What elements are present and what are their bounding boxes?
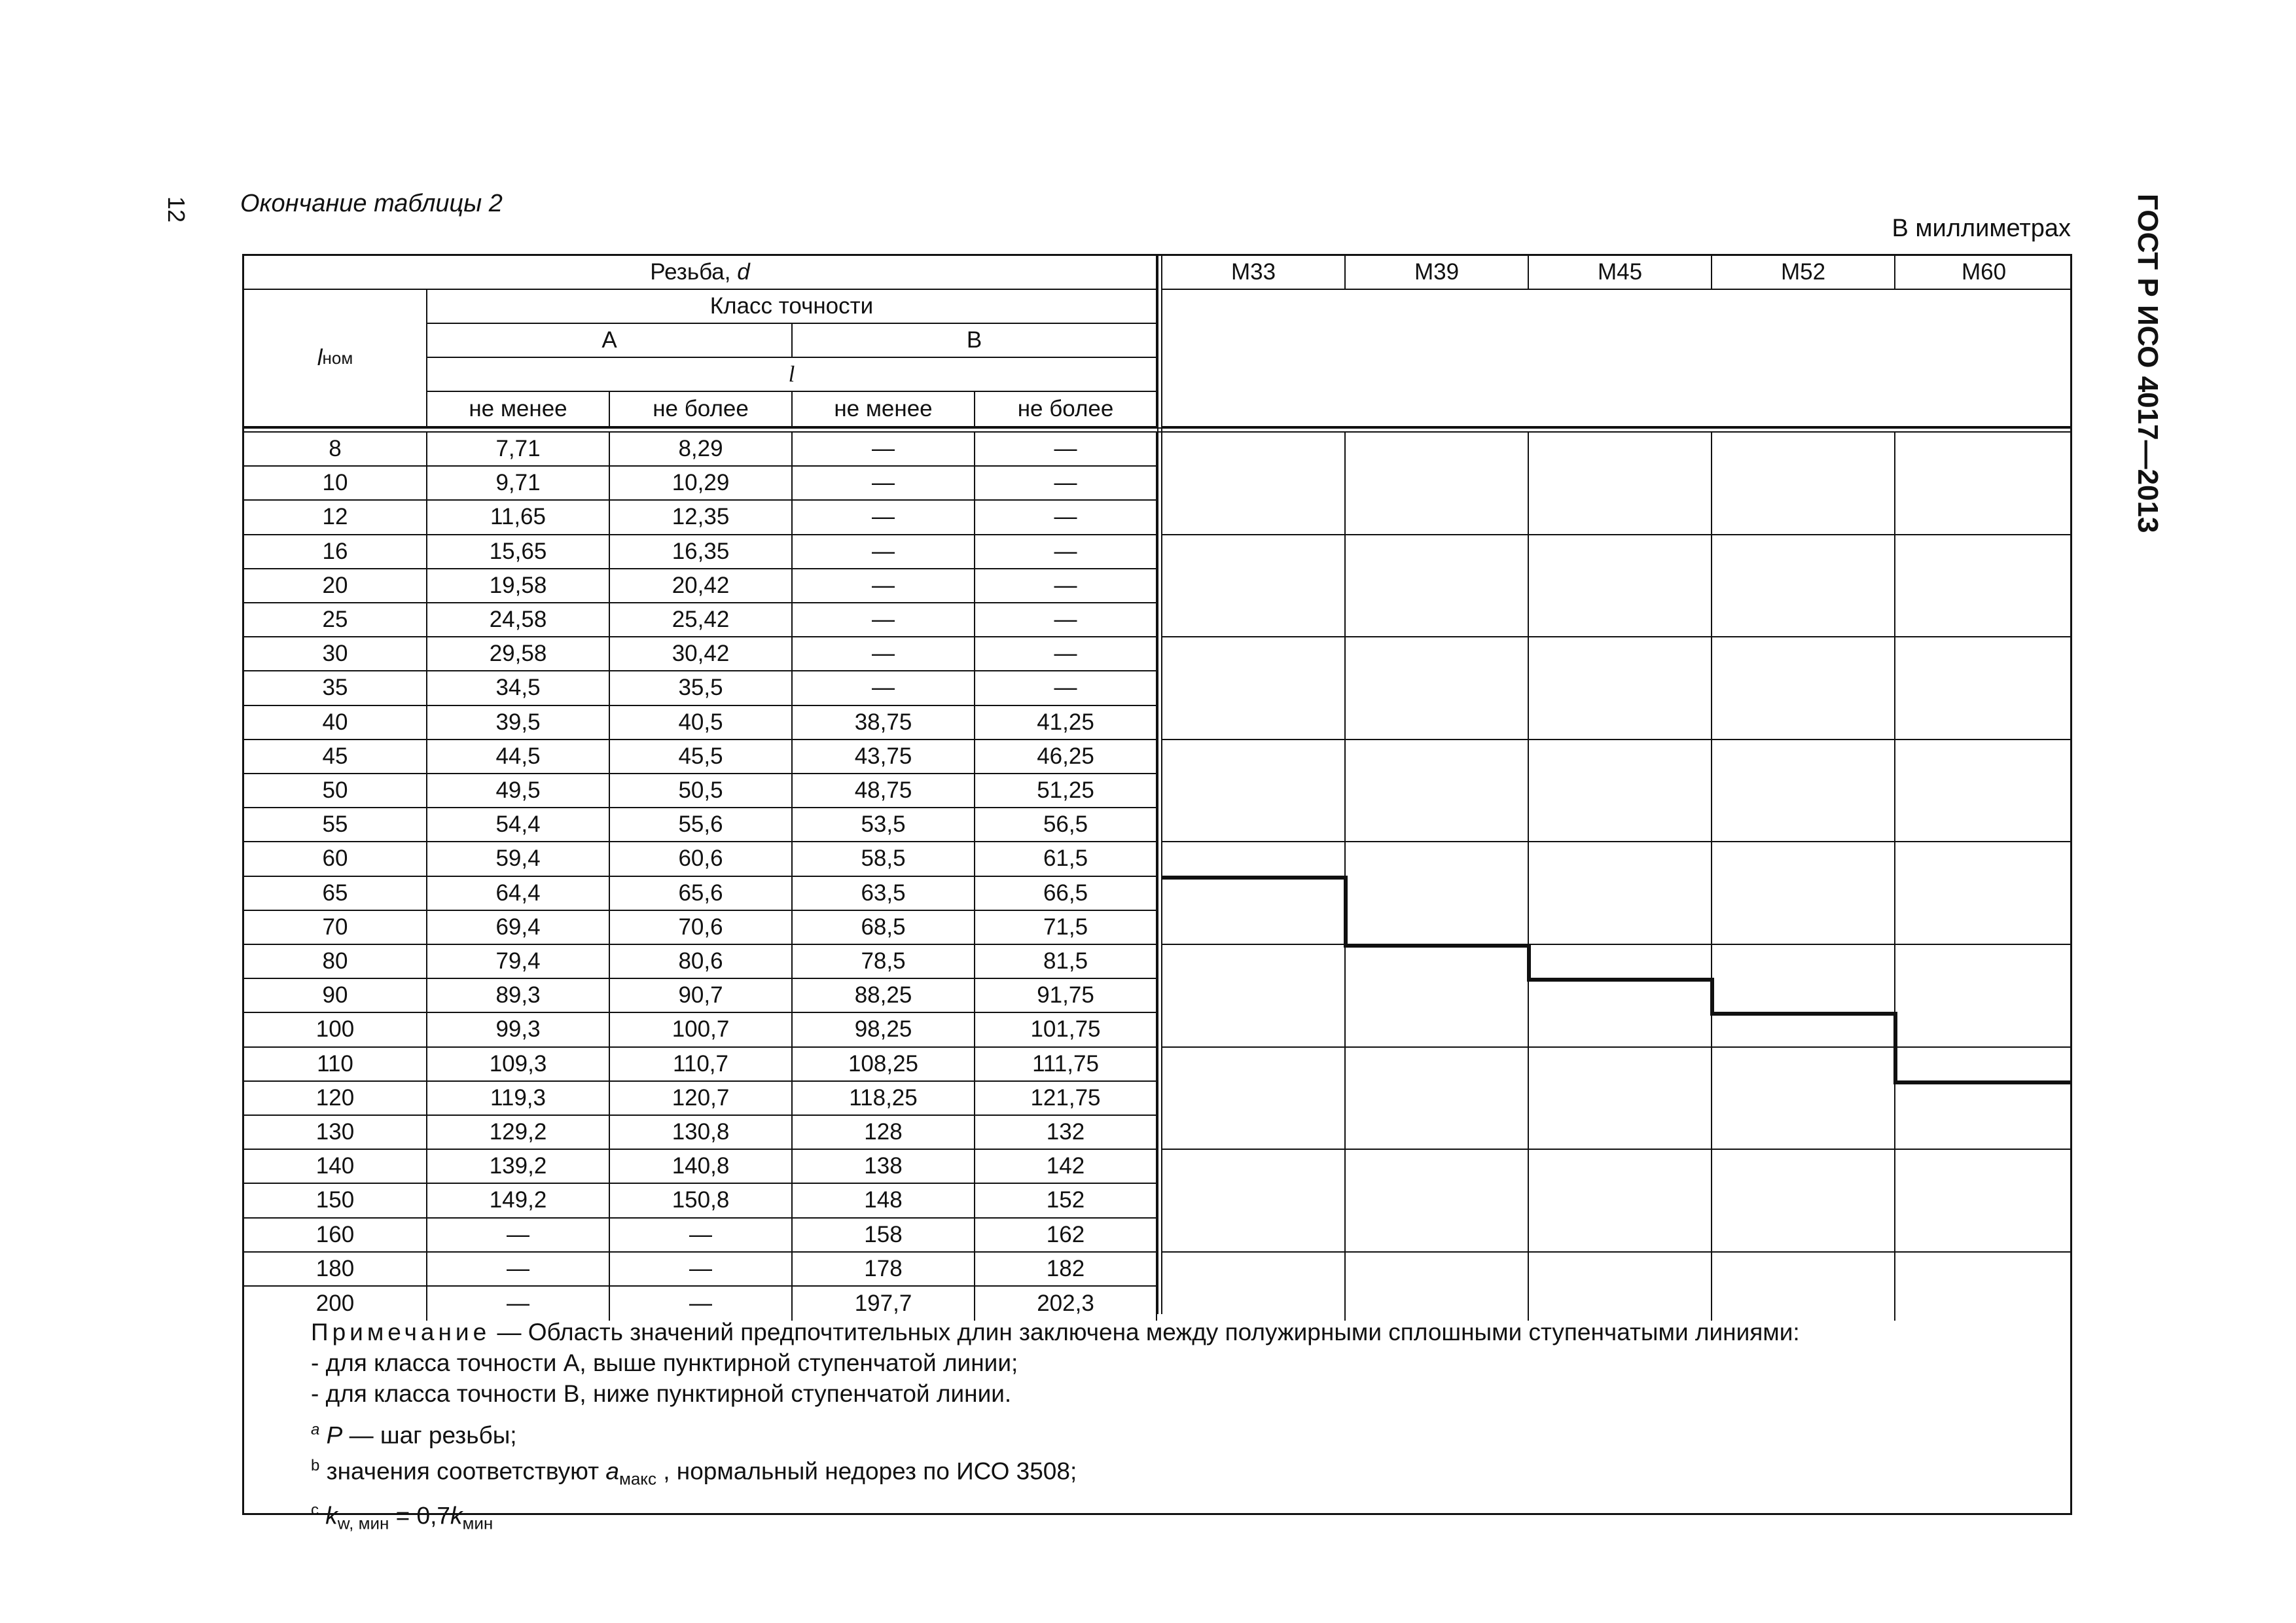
table-cell-a-min: 109,3 (427, 1048, 610, 1082)
table-cell-b-min: 63,5 (793, 877, 975, 911)
table-cell-b-min: 78,5 (793, 945, 975, 979)
size-grid-cell (1895, 637, 2072, 740)
size-grid-cell (1162, 1253, 1346, 1321)
table-cell-a-min: 89,3 (427, 979, 610, 1013)
size-grid-cell (1529, 842, 1712, 945)
table-cell-a-max: 90,7 (610, 979, 793, 1013)
table-cell-b-min: 138 (793, 1150, 975, 1184)
size-grid-cell (1712, 637, 1895, 740)
table-cell-l-nom: 65 (244, 877, 427, 911)
size-grid-cell (1529, 433, 1712, 535)
size-grid-cell (1895, 1253, 2072, 1321)
table-cell-a-min: 139,2 (427, 1150, 610, 1184)
size-grid-cell (1529, 535, 1712, 638)
table-cell-a-max: — (610, 1287, 793, 1321)
table-cell-a-max: 130,8 (610, 1116, 793, 1150)
size-grid-cell (1712, 433, 1895, 535)
table-cell-l-nom: 25 (244, 603, 427, 637)
table-cell-a-max: 25,42 (610, 603, 793, 637)
table-cell-a-max: 35,5 (610, 671, 793, 705)
note-line-1: - для класса точности А, выше пунктирной ступенчатой линии; (311, 1349, 1018, 1376)
table-cell-a-max: 8,29 (610, 433, 793, 467)
size-m39: M39 (1346, 256, 1529, 290)
size-grid-cell (1529, 1048, 1712, 1150)
table-cell-b-max: — (975, 637, 1157, 671)
table-cell-b-min: — (793, 569, 975, 603)
table-cell-b-min: — (793, 671, 975, 705)
table-cell-a-min: — (427, 1219, 610, 1253)
size-grid-cell (1895, 535, 2072, 638)
step-line-segment (1710, 1012, 1895, 1016)
table-cell-l-nom: 8 (244, 433, 427, 467)
table-cell-b-min: — (793, 501, 975, 535)
size-grid-cell (1346, 637, 1529, 740)
table-cell-b-max: 41,25 (975, 706, 1157, 740)
max-a-header: не более (610, 392, 793, 427)
table-cell-b-max: 71,5 (975, 911, 1157, 945)
min-a-header: не менее (427, 392, 610, 427)
sizes-header-empty (1162, 290, 2072, 427)
table-cell-b-max: 111,75 (975, 1048, 1157, 1082)
size-grid-cell (1346, 945, 1529, 1048)
l-nom-sub: ном (322, 348, 353, 368)
table-cell-b-max: — (975, 535, 1157, 569)
size-grid-cell (1529, 945, 1712, 1048)
l-header (427, 358, 1157, 392)
footnote-c-mid: = 0,7 (389, 1502, 450, 1529)
table-cell-b-min: 38,75 (793, 706, 975, 740)
size-grid-cell (1162, 1048, 1346, 1150)
size-m60: M60 (1895, 256, 2072, 290)
size-grid-cell (1895, 1048, 2072, 1150)
table-cell-b-min: 178 (793, 1253, 975, 1287)
size-grid-cell (1346, 842, 1529, 945)
table-cell-a-max: 20,42 (610, 569, 793, 603)
table-cell-l-nom: 16 (244, 535, 427, 569)
table-cell-a-min: 19,58 (427, 569, 610, 603)
size-grid-cell (1162, 1150, 1346, 1253)
table-cell-l-nom: 120 (244, 1082, 427, 1116)
table-cell-a-max: 140,8 (610, 1150, 793, 1184)
footnote-b (311, 1450, 1800, 1495)
footnote-c-var1: k (325, 1502, 338, 1529)
table-cell-b-max: 162 (975, 1219, 1157, 1253)
footnote-b-sub: макс (619, 1469, 656, 1489)
size-grid-cell (1895, 842, 2072, 945)
table-cell-b-max: 51,25 (975, 774, 1157, 808)
table-cell-l-nom: 45 (244, 740, 427, 774)
table-cell-b-min: 158 (793, 1219, 975, 1253)
size-grid-cell (1162, 842, 1346, 945)
table-cell-l-nom: 50 (244, 774, 427, 808)
table-cell-a-min: 49,5 (427, 774, 610, 808)
table-cell-b-min: — (793, 467, 975, 501)
table-cell-b-min: — (793, 433, 975, 467)
table-cell-l-nom: 150 (244, 1184, 427, 1218)
table-cell-a-min: 119,3 (427, 1082, 610, 1116)
footnote-b-text2: , нормальный недорез по ИСО 3508; (656, 1457, 1077, 1485)
table-cell-b-min: 58,5 (793, 842, 975, 876)
table-cell-b-min: 128 (793, 1116, 975, 1150)
table-cell-b-max: 182 (975, 1253, 1157, 1287)
size-grid-cell (1346, 1253, 1529, 1321)
table-cell-b-max: 142 (975, 1150, 1157, 1184)
table-cell-a-max: 80,6 (610, 945, 793, 979)
table-cell-a-min: 34,5 (427, 671, 610, 705)
table-cell-l-nom: 30 (244, 637, 427, 671)
size-m52: M52 (1712, 256, 1895, 290)
table-cell-a-max: 40,5 (610, 706, 793, 740)
footnote-a (311, 1414, 1800, 1450)
table-cell-l-nom: 90 (244, 979, 427, 1013)
table-cell-a-min: 29,58 (427, 637, 610, 671)
table-cell-b-min: 43,75 (793, 740, 975, 774)
size-grid-cell (1346, 535, 1529, 638)
table-cell-a-min: 54,4 (427, 808, 610, 842)
standard-code: ГОСТ Р ИСО 4017—2013 (2132, 194, 2164, 533)
table-cell-l-nom: 140 (244, 1150, 427, 1184)
table-cell-b-max: 152 (975, 1184, 1157, 1218)
table-caption: Окончание таблицы 2 (240, 190, 503, 217)
table-cell-b-min: — (793, 637, 975, 671)
table-cell-a-max: 65,6 (610, 877, 793, 911)
size-grid-cell (1712, 1150, 1895, 1253)
min-b-header: не менее (793, 392, 975, 427)
table-cell-b-max: — (975, 433, 1157, 467)
footnote-c-sub1: w, мин (337, 1513, 389, 1533)
size-grid-cell (1162, 945, 1346, 1048)
table-cell-a-max: 12,35 (610, 501, 793, 535)
class-b-header: В (793, 324, 1157, 358)
table-cell-a-min: 64,4 (427, 877, 610, 911)
table-cell-b-min: 88,25 (793, 979, 975, 1013)
table-cell-l-nom: 10 (244, 467, 427, 501)
note-main (311, 1317, 1800, 1347)
size-grid-cell (1712, 842, 1895, 945)
size-grid-cell (1346, 1150, 1529, 1253)
table-cell-b-min: 53,5 (793, 808, 975, 842)
table-cell-a-min: 59,4 (427, 842, 610, 876)
table-cell-b-max: 91,75 (975, 979, 1157, 1013)
step-line-segment (1527, 978, 1712, 982)
table-cell-a-min: — (427, 1287, 610, 1321)
table-cell-b-max: 121,75 (975, 1082, 1157, 1116)
size-grid-cell (1162, 637, 1346, 740)
size-grid-cell (1895, 945, 2072, 1048)
l-nom-header (244, 290, 427, 427)
table-cell-l-nom: 110 (244, 1048, 427, 1082)
table-cell-b-max: 81,5 (975, 945, 1157, 979)
table-cell-a-min: 9,71 (427, 467, 610, 501)
l-nom-var: l (317, 345, 323, 370)
table-cell-b-max: 56,5 (975, 808, 1157, 842)
page-number: 12 (163, 196, 190, 223)
table-cell-b-max: — (975, 501, 1157, 535)
table-cell-l-nom: 40 (244, 706, 427, 740)
double-vline (1157, 256, 1162, 1314)
table-cell-a-min: 129,2 (427, 1116, 610, 1150)
size-grid-cell (1529, 637, 1712, 740)
table-cell-b-min: 197,7 (793, 1287, 975, 1321)
table-cell-l-nom: 200 (244, 1287, 427, 1321)
size-grid-cell (1712, 1048, 1895, 1150)
footnote-c (311, 1495, 1800, 1539)
note-text: — Область значений предпочтительных длин заключена между полужирными сплошными ступенчатыми линиями: (490, 1319, 1800, 1346)
size-grid-cell (1162, 535, 1346, 638)
table-cell-b-min: 148 (793, 1184, 975, 1218)
step-line-segment (1527, 944, 1531, 982)
footnote-c-var2: k (450, 1502, 463, 1529)
double-hline (244, 427, 2070, 433)
l-var: l (788, 361, 795, 387)
table-cell-a-min: 11,65 (427, 501, 610, 535)
table-cell-b-max: — (975, 671, 1157, 705)
table-cell-l-nom: 35 (244, 671, 427, 705)
table-cell-a-max: 45,5 (610, 740, 793, 774)
size-grid-cell (1712, 740, 1895, 843)
size-grid-cell (1895, 1150, 2072, 1253)
size-grid-cell (1346, 740, 1529, 843)
table-cell-l-nom: 12 (244, 501, 427, 535)
step-line-segment (1893, 1012, 1897, 1084)
table-cell-a-max: 120,7 (610, 1082, 793, 1116)
size-grid-cell (1346, 433, 1529, 535)
table-cell-a-max: 110,7 (610, 1048, 793, 1082)
step-line-segment (1162, 876, 1348, 880)
note-line-2: - для класса точности В, ниже пунктирной ступенчатой линии. (311, 1380, 1012, 1407)
step-line-segment (1344, 876, 1348, 948)
size-m33: M33 (1162, 256, 1346, 290)
table-cell-b-min: 118,25 (793, 1082, 975, 1116)
table-cell-a-min: 44,5 (427, 740, 610, 774)
table-cell-b-min: 68,5 (793, 911, 975, 945)
table-cell-b-max: 61,5 (975, 842, 1157, 876)
footnote-a-mark: a (311, 1421, 320, 1438)
table-cell-l-nom: 130 (244, 1116, 427, 1150)
size-grid-cell (1529, 740, 1712, 843)
table-cell-b-min: 98,25 (793, 1013, 975, 1047)
table-cell-b-min: 108,25 (793, 1048, 975, 1082)
table-cell-a-max: 70,6 (610, 911, 793, 945)
table-cell-l-nom: 160 (244, 1219, 427, 1253)
table-cell-a-min: 99,3 (427, 1013, 610, 1047)
table-cell-a-max: 16,35 (610, 535, 793, 569)
table-cell-a-max: 50,5 (610, 774, 793, 808)
table-notes (311, 1317, 1800, 1539)
footnote-a-var: P (326, 1421, 343, 1449)
table-cell-b-max: — (975, 603, 1157, 637)
table-cell-a-max: 100,7 (610, 1013, 793, 1047)
max-b-header: не более (975, 392, 1157, 427)
table-cell-a-max: — (610, 1253, 793, 1287)
table-cell-a-max: 55,6 (610, 808, 793, 842)
class-a-header: А (427, 324, 793, 358)
size-grid-cell (1529, 1253, 1712, 1321)
table-cell-a-min: 7,71 (427, 433, 610, 467)
table-cell-a-max: 60,6 (610, 842, 793, 876)
table-cell-b-max: 132 (975, 1116, 1157, 1150)
footnote-c-mark: c (311, 1501, 319, 1520)
table-cell-l-nom: 60 (244, 842, 427, 876)
size-grid-cell (1895, 433, 2072, 535)
size-grid-cell (1712, 945, 1895, 1048)
units-label: В миллиметрах (1892, 215, 2071, 242)
size-grid-cell (1712, 535, 1895, 638)
table-cell-a-max: — (610, 1219, 793, 1253)
table-cell-a-min: 149,2 (427, 1184, 610, 1218)
table-cell-b-min: 48,75 (793, 774, 975, 808)
size-grid-cell (1162, 740, 1346, 843)
table-cell-b-max: 46,25 (975, 740, 1157, 774)
table-cell-l-nom: 70 (244, 911, 427, 945)
table-cell-a-min: 69,4 (427, 911, 610, 945)
table-cell-a-min: 79,4 (427, 945, 610, 979)
footnote-b-var: a (605, 1457, 619, 1485)
note-title: Примечание (311, 1319, 491, 1346)
table-cell-b-max: 66,5 (975, 877, 1157, 911)
size-grid-cell (1529, 1150, 1712, 1253)
size-grid-cell (1346, 1048, 1529, 1150)
thread-var: d (737, 259, 750, 285)
table-cell-a-min: 15,65 (427, 535, 610, 569)
table-cell-b-max: 202,3 (975, 1287, 1157, 1321)
table-cell-b-max: 101,75 (975, 1013, 1157, 1047)
thread-header (244, 256, 1157, 290)
table-cell-b-max: — (975, 569, 1157, 603)
table-cell-l-nom: 55 (244, 808, 427, 842)
footnote-b-mark: b (311, 1457, 320, 1475)
table-cell-a-min: — (427, 1253, 610, 1287)
step-line-segment (1893, 1080, 2072, 1084)
table-cell-a-max: 150,8 (610, 1184, 793, 1218)
size-m45: M45 (1529, 256, 1712, 290)
table-cell-l-nom: 80 (244, 945, 427, 979)
table-cell-b-max: — (975, 467, 1157, 501)
table-cell-a-min: 39,5 (427, 706, 610, 740)
table-cell-l-nom: 100 (244, 1013, 427, 1047)
step-line-segment (1344, 944, 1529, 948)
table-cell-l-nom: 180 (244, 1253, 427, 1287)
table-cell-a-max: 10,29 (610, 467, 793, 501)
thread-label: Резьба, (650, 259, 738, 285)
table-cell-a-min: 24,58 (427, 603, 610, 637)
size-grid-cell (1712, 1253, 1895, 1321)
table-cell-a-max: 30,42 (610, 637, 793, 671)
size-grid-cell (1162, 433, 1346, 535)
accuracy-class-header: Класс точности (427, 290, 1157, 324)
footnote-a-text: — шаг резьбы; (342, 1421, 517, 1449)
footnote-b-text1: значения соответствуют (319, 1457, 606, 1485)
table-cell-l-nom: 20 (244, 569, 427, 603)
size-grid-cell (1895, 740, 2072, 843)
table-cell-b-min: — (793, 535, 975, 569)
step-line-segment (1710, 978, 1714, 1016)
footnote-c-sub2: мин (462, 1513, 493, 1533)
table-cell-b-min: — (793, 603, 975, 637)
